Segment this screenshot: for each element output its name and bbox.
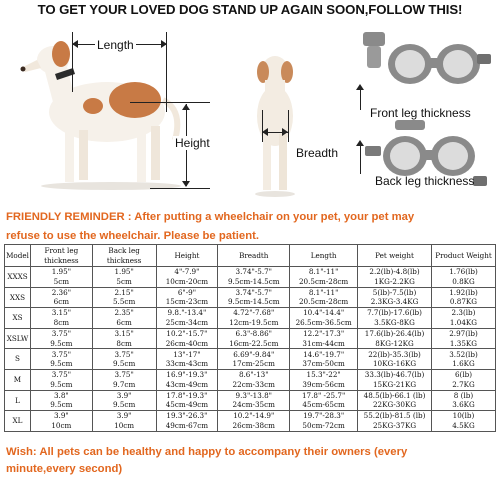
- back-value: 5cm: [116, 276, 132, 286]
- front-value: 3.75": [51, 370, 72, 380]
- table-header-cell: [358, 245, 432, 267]
- back-cell: [92, 267, 156, 288]
- header-text: Product Weight: [435, 250, 492, 260]
- length-value: 39cm-56cm: [302, 379, 345, 389]
- front-value: 3.75": [51, 328, 72, 338]
- friendly-reminder: [6, 208, 496, 246]
- front-value: 5cm: [53, 276, 70, 286]
- product-value: 8 (lb): [453, 390, 474, 400]
- product-value: 2.3(lb): [451, 308, 476, 318]
- height-value: 49cm-67cm: [165, 420, 209, 430]
- breadth-value: 4.72"-7.68": [233, 308, 275, 318]
- weight-value: 10KG-16KG: [372, 359, 417, 369]
- height-arrow-up: [182, 104, 190, 110]
- wish-line-1: Wish: All pets can be healthy and happy to accompany their owners (every: [6, 446, 408, 458]
- length-value: 20.5cm-28cm: [298, 297, 349, 307]
- length-value: 8.1"-11": [308, 267, 339, 277]
- weight-value: 17.6(lb)-26.4(lb): [364, 328, 425, 338]
- table-row: [5, 390, 496, 411]
- back-leg-arrow-head: [356, 140, 364, 146]
- height-value: 16.9"-19.3": [166, 370, 208, 380]
- breadth-value: 9.3"-13.8": [235, 390, 272, 400]
- product-cell: [431, 267, 495, 288]
- back-value: 9.5cm: [112, 400, 136, 410]
- model-cell: XS: [5, 308, 31, 329]
- height-arrow-down: [182, 181, 190, 187]
- table-row: [5, 267, 496, 288]
- weight-cell: [358, 287, 432, 308]
- length-value: 14.6"-19.7": [303, 349, 345, 359]
- product-cell: [431, 369, 495, 390]
- header-text: Breadth: [239, 250, 269, 260]
- length-cell: [290, 328, 358, 349]
- product-value: 1.92(lb): [449, 287, 478, 297]
- front-leg-label: Front leg thickness: [370, 106, 471, 120]
- breadth-cell: [218, 267, 290, 288]
- breadth-cell: [218, 369, 290, 390]
- height-value: 9.8."-13.4": [167, 308, 207, 318]
- product-value: 1.6KG: [452, 359, 475, 369]
- breadth-cell: [218, 287, 290, 308]
- weight-cell: [358, 328, 432, 349]
- header-text: thickness: [44, 255, 79, 265]
- breadth-cell: [218, 308, 290, 329]
- breadth-value: 3.74"-5.7": [235, 267, 272, 277]
- back-leg-arrow-line: [360, 144, 361, 174]
- height-value: 15cm-23cm: [165, 297, 209, 307]
- breadth-arrow-right: [282, 128, 288, 136]
- reminder-line-2: refuse to use the wheelchair. Please be patient.: [6, 230, 260, 242]
- height-top-line: [130, 102, 210, 103]
- model-cell: XL: [5, 411, 31, 432]
- front-leg-ring-image: [355, 24, 495, 94]
- breadth-tick-left: [262, 110, 263, 142]
- product-value: 6(lb): [454, 370, 473, 380]
- height-value: 45cm-49cm: [165, 400, 209, 410]
- product-value: 1.35KG: [449, 338, 478, 348]
- product-value: 0.87KG: [449, 297, 478, 307]
- reminder-line-1: FRIENDLY REMINDER : After putting a wheelchair on your pet, your pet may: [6, 211, 415, 223]
- back-cell: [92, 369, 156, 390]
- length-tick-left: [72, 32, 73, 92]
- product-value: 3.52(lb): [449, 349, 478, 359]
- table-row: [5, 287, 496, 308]
- front-cell: [30, 349, 92, 370]
- height-cell: [156, 411, 218, 432]
- front-value: 9.5cm: [50, 379, 73, 389]
- breadth-value: 22cm-33cm: [232, 379, 275, 389]
- product-value: 10(lb): [452, 411, 475, 421]
- front-cell: [30, 267, 92, 288]
- back-value: 3.15": [114, 328, 134, 338]
- length-cell: [290, 349, 358, 370]
- table-row: [5, 308, 496, 329]
- front-value: 9.5cm: [50, 338, 73, 348]
- front-leg-arrow-line: [360, 88, 361, 110]
- header-text: thickness: [106, 255, 142, 265]
- length-value: 37cm-50cm: [302, 359, 345, 369]
- table-row: [5, 369, 496, 390]
- front-cell: [30, 369, 92, 390]
- header-text: Back leg: [108, 245, 140, 255]
- length-value: 31cm-44cm: [302, 338, 345, 348]
- height-value: 10cm-20cm: [165, 276, 209, 286]
- height-value: 33cm-43cm: [165, 359, 209, 369]
- height-bottom-line: [150, 188, 210, 189]
- front-value: 6cm: [53, 297, 70, 307]
- product-cell: [431, 308, 495, 329]
- product-cell: [431, 349, 495, 370]
- table-row: [5, 411, 496, 432]
- height-value: 19.3"-26.3": [166, 411, 208, 421]
- front-cell: [30, 287, 92, 308]
- weight-value: 3.5KG-8KG: [374, 317, 415, 327]
- back-value: 3.9": [116, 411, 132, 421]
- length-cell: [290, 287, 358, 308]
- weight-cell: [358, 411, 432, 432]
- height-value: 6"-9": [177, 287, 197, 297]
- product-value: 3.6KG: [452, 400, 475, 410]
- model-cell: M: [5, 369, 31, 390]
- weight-value: 8KG-12KG: [375, 338, 414, 348]
- back-value: 3.9": [116, 390, 132, 400]
- height-value: 4"-7.9": [174, 267, 200, 277]
- length-cell: [290, 369, 358, 390]
- model-cell: XXS: [5, 287, 31, 308]
- model-cell: XXXS: [5, 267, 31, 288]
- back-cell: [92, 287, 156, 308]
- height-value: 25cm-34cm: [165, 317, 209, 327]
- table-header-cell: [5, 245, 31, 267]
- product-value: 1.76(lb): [449, 267, 478, 277]
- header-text: Model: [6, 250, 29, 260]
- back-value: 9.5cm: [112, 359, 136, 369]
- weight-value: 25KG-37KG: [372, 420, 417, 430]
- product-cell: [431, 411, 495, 432]
- height-cell: [156, 390, 218, 411]
- weight-cell: [358, 369, 432, 390]
- breadth-value: 24cm-35cm: [232, 400, 275, 410]
- weight-value: 48.5(lb)-66.1 (lb): [363, 390, 426, 400]
- back-value: 8cm: [116, 338, 132, 348]
- back-leg-label: Back leg thickness: [375, 174, 475, 188]
- back-value: 3.75": [114, 370, 134, 380]
- height-value: 10.2"-15.7": [166, 328, 208, 338]
- front-value: 3.8": [53, 390, 69, 400]
- back-value: 2.35": [114, 308, 134, 318]
- breadth-value: 6.3"-8.86": [235, 328, 272, 338]
- front-value: 3.75": [51, 349, 72, 359]
- breadth-value: 17cm-25cm: [232, 359, 275, 369]
- back-value: 10cm: [114, 420, 135, 430]
- length-value: 17.8" -25.7": [301, 390, 346, 400]
- measurement-diagram: [0, 20, 500, 200]
- wish-line-2: minute,every second): [6, 463, 123, 475]
- wish-message: [6, 444, 496, 478]
- table-header-row: [5, 245, 496, 267]
- table-header-cell: [92, 245, 156, 267]
- weight-value: 15KG-21KG: [372, 379, 417, 389]
- breadth-value: 16cm-22.5cm: [229, 338, 279, 348]
- breadth-value: 12cm-19.5cm: [229, 317, 279, 327]
- length-cell: [290, 267, 358, 288]
- product-cell: [431, 390, 495, 411]
- model-cell: S: [5, 349, 31, 370]
- height-value: 17.8"-19.3": [166, 390, 208, 400]
- front-cell: [30, 390, 92, 411]
- height-cell: [156, 267, 218, 288]
- header-text: Pet weight: [375, 250, 414, 260]
- weight-cell: [358, 308, 432, 329]
- model-cell: XSLW: [5, 328, 31, 349]
- weight-value: 2.3KG-3.4KG: [370, 297, 419, 307]
- length-value: 19.7"-28.3": [303, 411, 345, 421]
- model-cell: L: [5, 390, 31, 411]
- weight-cell: [358, 349, 432, 370]
- table-header-cell: [30, 245, 92, 267]
- height-cell: [156, 328, 218, 349]
- weight-value: 33.3(lb)-46.7(lb): [364, 370, 425, 380]
- weight-value: 2.2(lb)-4.8(lb): [369, 267, 420, 277]
- front-value: 2.36": [51, 287, 72, 297]
- front-value: 9.5cm: [50, 400, 73, 410]
- weight-cell: [358, 267, 432, 288]
- length-cell: [290, 411, 358, 432]
- breadth-value: 9.5cm-14.5cm: [227, 276, 280, 286]
- height-cell: [156, 308, 218, 329]
- height-value: 43cm-49cm: [165, 379, 209, 389]
- page-headline: TO GET YOUR LOVED DOG STAND UP AGAIN SOON,FOLLOW THIS!: [37, 2, 463, 17]
- length-tick-right: [166, 32, 167, 112]
- length-cell: [290, 308, 358, 329]
- length-label: Length: [97, 38, 134, 52]
- breadth-value: 9.5cm-14.5cm: [227, 297, 280, 307]
- weight-value: 55.2(lb)-81.5 (lb): [363, 411, 426, 421]
- breadth-cell: [218, 390, 290, 411]
- back-value: 5.5cm: [112, 297, 136, 307]
- height-value: 13"-17": [173, 349, 201, 359]
- header-text: Height: [174, 250, 200, 260]
- product-value: 2.97(lb): [449, 328, 478, 338]
- breadth-arrow-left: [262, 128, 268, 136]
- back-cell: [92, 411, 156, 432]
- back-value: 6cm: [116, 317, 132, 327]
- product-value: 4.5KG: [452, 420, 475, 430]
- product-cell: [431, 287, 495, 308]
- length-value: 15.3"-22": [306, 370, 341, 380]
- dog-front-view-image: [245, 50, 305, 200]
- back-value: 3.75": [114, 349, 134, 359]
- weight-value: 5(lb)-7.5(lb): [372, 287, 417, 297]
- length-value: 50cm-72cm: [302, 420, 345, 430]
- front-value: 3.9": [53, 411, 69, 421]
- table-header-cell: [156, 245, 218, 267]
- front-cell: [30, 308, 92, 329]
- length-cell: [290, 390, 358, 411]
- table-header-cell: [290, 245, 358, 267]
- header-text: Front leg: [44, 245, 79, 255]
- product-value: 0.8KG: [452, 276, 475, 286]
- table-row: [5, 328, 496, 349]
- back-value: 9.7cm: [112, 379, 136, 389]
- height-cell: [156, 349, 218, 370]
- length-value: 12.2"-17.3": [303, 328, 345, 338]
- height-cell: [156, 287, 218, 308]
- weight-value: 1KG-2.2KG: [374, 276, 415, 286]
- weight-value: 7.7(lb)-17.6(lb): [367, 308, 422, 318]
- front-value: 9.5cm: [50, 359, 73, 369]
- breadth-label: Breadth: [296, 146, 339, 160]
- size-chart-table: [4, 244, 496, 432]
- front-value: 1.95": [51, 267, 72, 277]
- length-value: 10.4"-14.4": [303, 308, 345, 318]
- height-label: Height: [175, 136, 210, 150]
- breadth-value: 26cm-38cm: [232, 420, 275, 430]
- weight-value: 22KG-30KG: [372, 400, 417, 410]
- front-value: 3.15": [51, 308, 72, 318]
- weight-cell: [358, 390, 432, 411]
- length-value: 45cm-65cm: [302, 400, 345, 410]
- length-value: 8.1"-11": [308, 287, 339, 297]
- height-value: 26cm-40cm: [165, 338, 209, 348]
- back-cell: [92, 308, 156, 329]
- back-cell: [92, 328, 156, 349]
- back-value: 2.15": [114, 287, 134, 297]
- length-value: 20.5cm-28cm: [298, 276, 349, 286]
- product-cell: [431, 328, 495, 349]
- length-value: 26.5cm-36.5cm: [295, 317, 352, 327]
- front-cell: [30, 328, 92, 349]
- height-cell: [156, 369, 218, 390]
- breadth-cell: [218, 411, 290, 432]
- table-row: [5, 349, 496, 370]
- header-text: Length: [310, 250, 337, 260]
- front-value: 8cm: [53, 317, 70, 327]
- back-cell: [92, 390, 156, 411]
- weight-value: 22(lb)-35.3(lb): [368, 349, 421, 359]
- breadth-cell: [218, 328, 290, 349]
- front-value: 10cm: [51, 420, 72, 430]
- product-value: 2.7KG: [452, 379, 475, 389]
- breadth-tick-right: [288, 110, 289, 142]
- table-header-cell: [431, 245, 495, 267]
- breadth-value: 3.74"-5.7": [235, 287, 272, 297]
- back-value: 1.95": [114, 267, 134, 277]
- table-header-cell: [218, 245, 290, 267]
- front-cell: [30, 411, 92, 432]
- front-leg-arrow-head: [356, 84, 364, 90]
- breadth-value: 10.2"-14.9": [233, 411, 275, 421]
- breadth-value: 6.69"-9.84": [233, 349, 275, 359]
- breadth-cell: [218, 349, 290, 370]
- product-value: 1.04KG: [449, 317, 478, 327]
- dog-side-view-image: [15, 30, 205, 195]
- back-cell: [92, 349, 156, 370]
- breadth-value: 8.6"-13": [238, 370, 269, 380]
